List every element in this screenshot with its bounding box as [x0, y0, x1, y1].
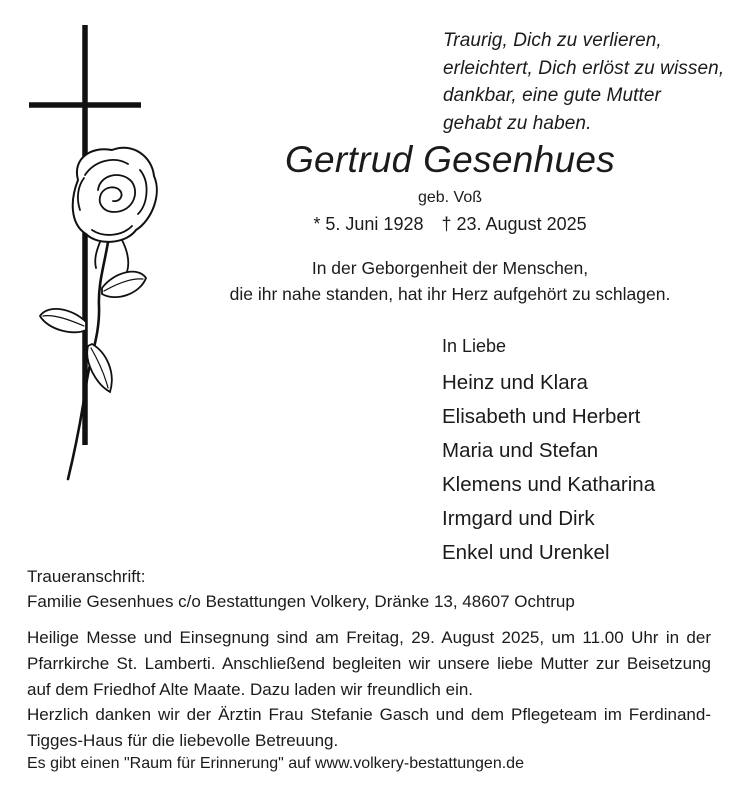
death-date: † 23. August 2025 — [441, 214, 587, 234]
mourners-list — [442, 366, 655, 570]
mourner-name: Heinz und Klara — [442, 371, 588, 394]
mourner-name: Maria und Stefan — [442, 439, 599, 462]
thanks-note: Herzlich danken wir der Ärztin Frau Stefanie Gasch und dem Pflegeteam im Ferdinand-Tigges-Haus für die liebevolle Betreuung. — [27, 705, 711, 750]
mourners-intro: In Liebe — [442, 336, 507, 356]
maiden-name: geb. Voß — [417, 189, 483, 206]
epigraph-line: dankbar, eine gute Mutter — [443, 85, 661, 106]
service-info: Heilige Messe und Einsegnung sind am Freitag, 29. August 2025, um 11.00 Uhr in der Pfarrkirche St. Lamberti. Anschließend begleiten wir unsere liebe Mutter zur Beisetzung auf dem Friedhof Alte Maate. Dazu laden wir freundlich ein. — [27, 628, 711, 699]
rose-icon — [40, 148, 157, 479]
epigraph-line: Traurig, Dich zu verlieren, — [443, 30, 662, 51]
obituary-line: In der Geborgenheit der Menschen, — [311, 258, 589, 278]
mourner-name: Enkel und Urenkel — [442, 541, 610, 564]
deceased-name: Gertrud Gesenhues — [284, 139, 616, 180]
mourner-name: Irmgard und Dirk — [442, 507, 595, 530]
epigraph-line: gehabt zu haben. — [443, 112, 592, 134]
obituary-line: die ihr nahe standen, hat ihr Herz aufgehört zu schlagen. — [229, 284, 671, 304]
mourning-address-label: Traueranschrift: — [27, 567, 146, 586]
mourners-block — [442, 336, 655, 570]
mourner-name: Elisabeth und Herbert — [442, 405, 641, 428]
life-dates — [175, 214, 725, 235]
mourning-address — [27, 564, 575, 614]
obituary-sentence — [175, 255, 725, 307]
birth-date: * 5. Juni 1928 — [313, 214, 424, 234]
epigraph-line: erleichtert, Dich erlöst zu wissen, — [443, 57, 725, 79]
mourning-address-value: Familie Gesenhues c/o Bestattungen Volkery, Dränke 13, 48607 Ochtrup — [27, 592, 575, 611]
deceased-block — [175, 140, 725, 307]
epigraph — [443, 27, 724, 137]
mourner-name: Klemens und Katharina — [442, 473, 656, 496]
memorial-room-note: Es gibt einen "Raum für Erinnerung" auf www.volkery-bestattungen.de — [27, 755, 524, 772]
